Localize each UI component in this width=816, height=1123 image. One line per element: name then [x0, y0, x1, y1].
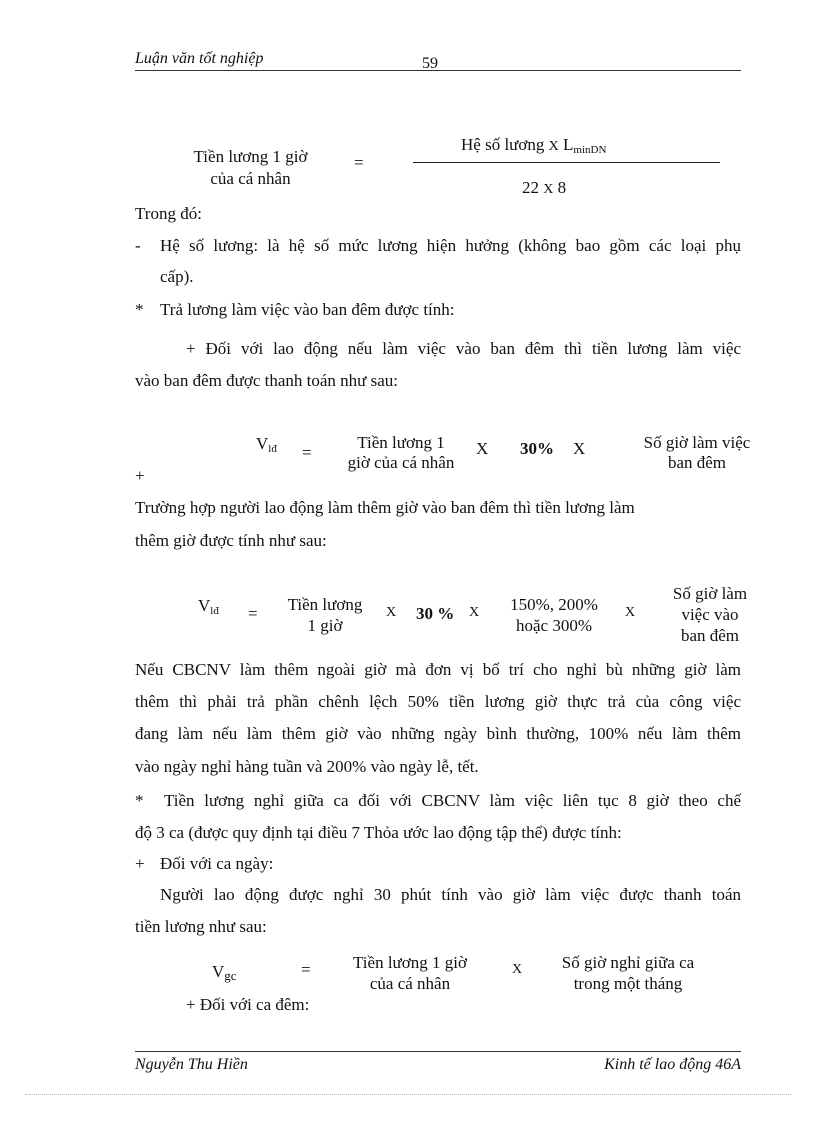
page-number: 59: [422, 55, 438, 72]
formula1-denominator: [522, 178, 566, 198]
text3-line4: vào ngày nghỉ hàng tuần và 200% vào ngày lễ, tết.: [135, 757, 479, 776]
text3-line1: Nếu CBCNV làm thêm ngoài giờ mà đơn vị bố trí cho nghỉ bù những giờ làm: [135, 660, 741, 679]
star2-line2: độ 3 ca (được quy định tại điều 7 Thỏa ước lao động tập thể) được tính:: [135, 823, 622, 842]
formula4-equals: =: [301, 960, 311, 979]
star2-line1: Tiền lương nghỉ giữa ca đối với CBCNV làm việc liên tục 8 giờ theo chế: [164, 791, 741, 810]
para1-line2: vào ban đêm được thanh toán như sau:: [135, 371, 398, 390]
trong-do-label: Trong đó:: [135, 204, 202, 223]
formula4-v-sub: gc: [224, 968, 237, 983]
formula1-num-b: L: [563, 135, 574, 154]
formula3-term2: [498, 594, 610, 636]
formula2-term2-line1: Số giờ làm việc: [643, 433, 751, 452]
header-rule: [135, 70, 741, 71]
text2-line1: Trường hợp người lao động làm thêm giờ vào ban đêm thì tiền lương làm: [135, 498, 635, 517]
formula1-numerator: [461, 135, 606, 156]
text3-line2: thêm thì phải trả phần chênh lệch 50% tiền lương giờ thực trả của công việc: [135, 692, 741, 711]
footer-rule: [135, 1051, 741, 1052]
formula3-v: [198, 596, 219, 617]
header-title: Luận văn tốt nghiệp: [135, 50, 264, 67]
formula2-term2-line2: ban đêm: [667, 453, 727, 472]
formula3-percent: 30 %: [416, 604, 455, 623]
formula4-v: [212, 962, 237, 984]
page-break-dotted-line: [25, 1094, 791, 1095]
bullet1-line2: cấp).: [160, 267, 194, 286]
bullet1-line1: Hệ số lương: là hệ số mức lương hiện hưởng (không bao gồm các loại phụ: [160, 236, 741, 255]
formula2-plus: +: [135, 466, 145, 485]
text3-line3: đang làm nếu làm thêm giờ vào những ngày bình thường, 100% nếu làm thêm: [135, 724, 741, 743]
formula2-times1: X: [476, 439, 489, 458]
star1-mark: *: [135, 300, 144, 319]
fraction-bar: [413, 162, 720, 163]
formula2-term1: [335, 433, 467, 473]
formula4-term2: [544, 952, 712, 994]
formula1-left-line2: của cá nhân: [210, 169, 291, 188]
formula1-left-line1: Tiền lương 1 giờ: [193, 147, 308, 166]
star1-text: Trả lương làm việc vào ban đêm được tính:: [160, 300, 455, 319]
day-shift-heading: Đối với ca ngày:: [160, 854, 274, 873]
formula3-term2-line1: 150%, 200%: [510, 595, 598, 614]
formula4-term2-line2: trong một tháng: [573, 974, 683, 993]
footer-author: Nguyễn Thu Hiền: [135, 1056, 248, 1073]
formula3-times1: X: [386, 605, 397, 620]
star2-mark: *: [135, 791, 144, 810]
formula4-term1-line2: của cá nhân: [369, 974, 451, 993]
formula2-equals: =: [302, 443, 312, 462]
formula4-term1-line1: Tiền lương 1 giờ: [353, 953, 467, 972]
formula3-v-sub: lđ: [210, 605, 219, 617]
formula2-percent: 30%: [520, 439, 554, 458]
formula4-term1: [340, 952, 480, 994]
formula3-term3-line2: việc vào: [681, 605, 739, 624]
formula3-term2-line2: hoặc 300%: [515, 616, 592, 635]
formula2-times2: X: [573, 439, 586, 458]
formula2-term1-line2: giờ của cá nhân: [347, 453, 455, 472]
formula3-term1: [275, 594, 375, 636]
text2-line2: thêm giờ được tính như sau:: [135, 531, 327, 550]
formula2-v-sub: lđ: [268, 443, 277, 455]
formula1-num-sub: minDN: [573, 144, 607, 156]
formula3-times2: X: [469, 605, 480, 620]
formula4-v-letter: V: [212, 962, 225, 981]
formula3-term3-line3: ban đêm: [680, 626, 740, 645]
para1-line1: + Đối với lao động nếu làm việc vào ban đêm thì tiền lương làm việc: [186, 339, 741, 358]
formula2-term1-line1: Tiền lương 1: [357, 433, 445, 452]
formula2-v-letter: V: [256, 434, 269, 453]
formula3-v-letter: V: [198, 596, 211, 615]
formula3-times3: X: [625, 605, 636, 620]
formula1-equals: =: [354, 153, 364, 172]
formula2-term2: [632, 433, 762, 473]
formula3-equals: =: [248, 604, 258, 623]
formula3-term1-line2: 1 giờ: [307, 616, 343, 635]
plus-mark: +: [135, 854, 145, 873]
formula3-term1-line1: Tiền lương: [287, 595, 363, 614]
formula4-term2-line1: Số giờ nghỉ giữa ca: [561, 953, 695, 972]
formula3-term3-line1: Số giờ làm: [672, 584, 748, 603]
formula2-v: [256, 434, 277, 455]
footer-class: Kinh tế lao động 46A: [604, 1056, 741, 1073]
formula1-num-x: X: [548, 139, 559, 154]
bullet1-mark: -: [135, 236, 141, 255]
formula4-times: X: [512, 962, 523, 977]
formula1-den-a: 22: [522, 178, 539, 197]
para2-line2: tiền lương như sau:: [135, 917, 267, 936]
formula1-den-b: 8: [557, 178, 567, 197]
formula1-num-a: Hệ số lương: [461, 135, 545, 154]
night-shift-heading: + Đối với ca đêm:: [186, 995, 310, 1014]
formula1-den-x: X: [543, 182, 554, 197]
para2-line1: Người lao động được nghỉ 30 phút tính vào giờ làm việc được thanh toán: [160, 885, 741, 904]
formula3-term3: [662, 583, 758, 646]
formula1-left: [178, 146, 323, 190]
